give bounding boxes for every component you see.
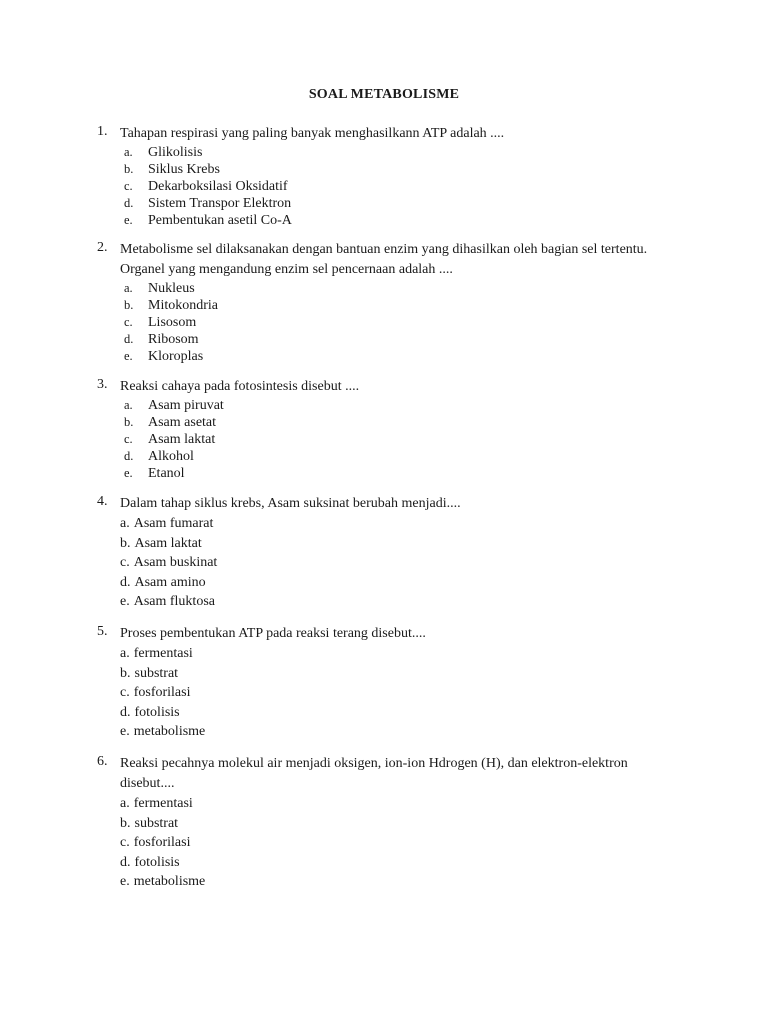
option-text: Asam piruvat bbox=[148, 398, 224, 413]
option-text: Pembentukan asetil Co-A bbox=[148, 213, 292, 228]
option-list bbox=[120, 514, 677, 612]
option-letter: c. bbox=[120, 555, 130, 570]
option-text: Asam buskinat bbox=[133, 555, 218, 570]
question-number: 1. bbox=[97, 124, 108, 139]
option-list bbox=[120, 644, 677, 742]
option-text: metabolisme bbox=[133, 874, 206, 889]
option-letter: b. bbox=[120, 815, 131, 831]
option-letter: e. bbox=[124, 213, 133, 227]
question-3 bbox=[97, 377, 677, 482]
option-letter: a. bbox=[124, 398, 133, 412]
option-b bbox=[120, 534, 677, 554]
option-text: Asam amino bbox=[134, 574, 206, 590]
option-d bbox=[120, 331, 677, 348]
option-a bbox=[120, 794, 677, 814]
option-text: Kloroplas bbox=[148, 349, 204, 364]
option-text: Siklus Krebs bbox=[148, 162, 220, 177]
option-list bbox=[120, 144, 677, 229]
option-text: Asam fumarat bbox=[133, 516, 214, 531]
option-c bbox=[120, 683, 677, 703]
option-letter: e. bbox=[124, 466, 133, 480]
option-text: Nukleus bbox=[148, 281, 195, 296]
option-text: metabolisme bbox=[133, 724, 206, 739]
option-letter: d. bbox=[120, 704, 131, 720]
option-c bbox=[120, 431, 677, 448]
option-text: Sistem Transpor Elektron bbox=[148, 196, 292, 211]
option-text: fermentasi bbox=[133, 646, 193, 661]
option-letter: c. bbox=[124, 179, 133, 193]
question-text: Tahapan respirasi yang paling banyak menghasilkann ATP adalah .... bbox=[120, 126, 505, 141]
option-letter: e. bbox=[120, 594, 130, 609]
option-list bbox=[120, 397, 677, 482]
option-letter: c. bbox=[124, 432, 133, 446]
question-number: 2. bbox=[97, 240, 108, 255]
option-letter: a. bbox=[120, 516, 130, 531]
option-a bbox=[120, 514, 677, 534]
option-a bbox=[120, 280, 677, 297]
option-letter: d. bbox=[120, 854, 131, 870]
option-text: Asam laktat bbox=[148, 432, 216, 447]
option-b bbox=[120, 414, 677, 431]
question-1 bbox=[97, 124, 677, 229]
option-text: substrat bbox=[134, 665, 179, 681]
option-c bbox=[120, 178, 677, 195]
question-number: 5. bbox=[97, 624, 108, 639]
option-text: Ribosom bbox=[148, 332, 199, 347]
option-letter: a. bbox=[124, 281, 133, 295]
question-text: Reaksi pecahnya molekul air menjadi oksigen, ion-ion Hdrogen (H), dan elektron-elektron disebut.... bbox=[120, 756, 628, 791]
option-letter: b. bbox=[120, 665, 131, 681]
option-text: fotolisis bbox=[134, 704, 180, 720]
question-number: 3. bbox=[97, 377, 108, 392]
option-c bbox=[120, 553, 677, 573]
option-d bbox=[120, 853, 677, 873]
option-e bbox=[120, 212, 677, 229]
option-text: Alkohol bbox=[148, 449, 194, 464]
option-letter: e. bbox=[124, 349, 133, 363]
question-text: Dalam tahap siklus krebs, Asam suksinat berubah menjadi.... bbox=[120, 496, 461, 511]
question-text: Proses pembentukan ATP pada reaksi terang disebut.... bbox=[120, 626, 426, 641]
option-a bbox=[120, 144, 677, 161]
option-letter: b. bbox=[120, 535, 131, 551]
option-text: substrat bbox=[134, 815, 179, 831]
option-c bbox=[120, 314, 677, 331]
option-d bbox=[120, 573, 677, 593]
option-text: fermentasi bbox=[133, 796, 193, 811]
question-text: Metabolisme sel dilaksanakan dengan bantuan enzim yang dihasilkan oleh bagian sel tertentu. Organel yang mengandung enzim sel pencernaan adalah .... bbox=[120, 242, 648, 277]
question-4 bbox=[97, 494, 677, 612]
option-c bbox=[120, 833, 677, 853]
option-e bbox=[120, 465, 677, 482]
option-text: fosforilasi bbox=[133, 685, 191, 700]
option-b bbox=[120, 664, 677, 684]
option-b bbox=[120, 161, 677, 178]
option-letter: c. bbox=[124, 315, 133, 329]
option-letter: a. bbox=[120, 796, 130, 811]
option-letter: e. bbox=[120, 724, 130, 739]
question-number: 6. bbox=[97, 754, 108, 769]
option-letter: a. bbox=[124, 145, 133, 159]
option-b bbox=[120, 297, 677, 314]
option-letter: b. bbox=[124, 415, 134, 429]
option-letter: b. bbox=[124, 298, 134, 312]
option-letter: d. bbox=[124, 332, 134, 346]
option-letter: b. bbox=[124, 162, 134, 176]
question-6 bbox=[97, 754, 677, 892]
option-text: Dekarboksilasi Oksidatif bbox=[148, 179, 288, 194]
option-text: Mitokondria bbox=[148, 298, 218, 313]
question-5 bbox=[97, 624, 677, 742]
option-letter: a. bbox=[120, 646, 130, 661]
option-text: Etanol bbox=[148, 466, 185, 481]
option-list bbox=[120, 794, 677, 892]
option-b bbox=[120, 814, 677, 834]
question-number: 4. bbox=[97, 494, 108, 509]
option-text: Asam fluktosa bbox=[133, 594, 215, 609]
option-letter: c. bbox=[120, 835, 130, 850]
option-a bbox=[120, 397, 677, 414]
option-list bbox=[120, 280, 677, 365]
option-letter: d. bbox=[124, 196, 134, 210]
option-letter: c. bbox=[120, 685, 130, 700]
option-e bbox=[120, 592, 677, 612]
option-text: Glikolisis bbox=[148, 145, 203, 160]
option-d bbox=[120, 195, 677, 212]
option-e bbox=[120, 722, 677, 742]
option-text: Asam asetat bbox=[148, 415, 217, 430]
page-title: SOAL METABOLISME bbox=[308, 87, 460, 102]
option-text: Asam laktat bbox=[134, 535, 202, 551]
question-text: Reaksi cahaya pada fotosintesis disebut .... bbox=[120, 379, 360, 394]
option-letter: d. bbox=[124, 449, 134, 463]
option-e bbox=[120, 872, 677, 892]
option-d bbox=[120, 448, 677, 465]
option-letter: d. bbox=[120, 574, 131, 590]
option-a bbox=[120, 644, 677, 664]
option-text: fosforilasi bbox=[133, 835, 191, 850]
option-d bbox=[120, 703, 677, 723]
question-2 bbox=[97, 240, 677, 365]
option-text: fotolisis bbox=[134, 854, 180, 870]
option-letter: e. bbox=[120, 874, 130, 889]
option-e bbox=[120, 348, 677, 365]
option-text: Lisosom bbox=[148, 315, 197, 330]
